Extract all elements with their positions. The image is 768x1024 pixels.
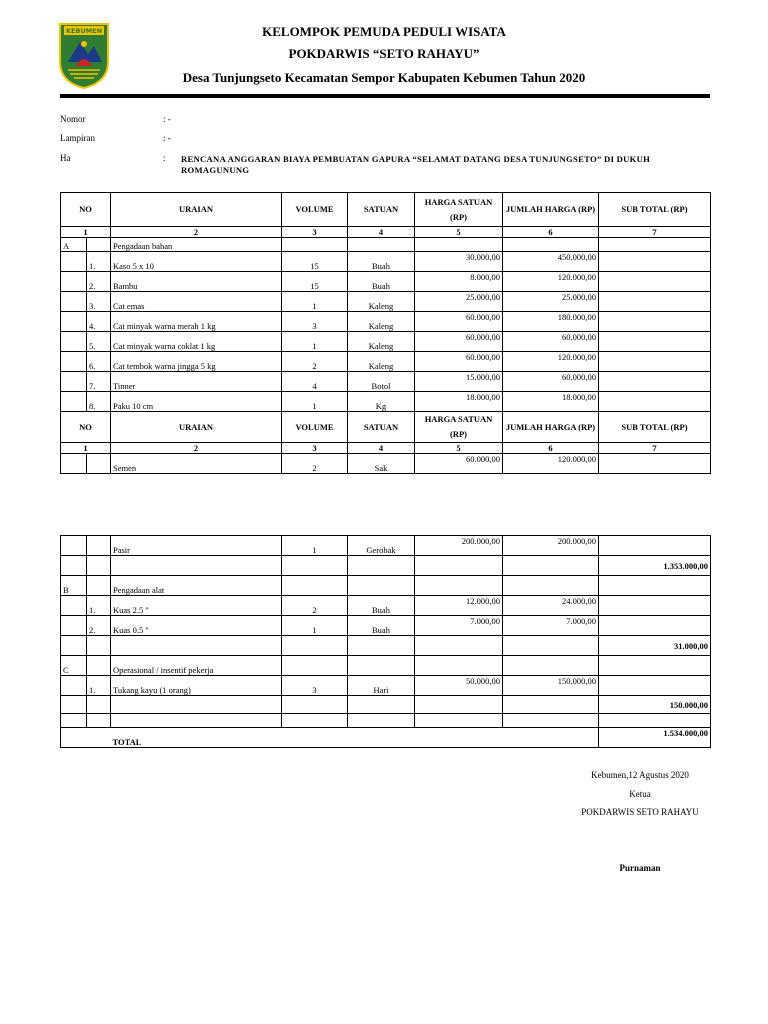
subtotal-c: 150.000,00 [599, 696, 711, 714]
item-jumlah: 25.000,00 [503, 292, 599, 312]
item-jumlah: 7.000,00 [503, 616, 599, 636]
item-satuan: Buah [348, 596, 415, 616]
item-satuan: Kg [348, 392, 415, 412]
sign-org: POKDARWIS SETO RAHAYU [581, 807, 699, 817]
item-uraian: Semen [111, 454, 282, 474]
item-volume: 1 [282, 616, 348, 636]
item-uraian: Kuas 0.5 " [111, 616, 282, 636]
section-b-row [61, 576, 711, 596]
col-volume: VOLUME [282, 193, 348, 227]
table-row [61, 392, 711, 412]
item-uraian: Cat minyak warna merah 1 kg [111, 312, 282, 332]
item-uraian: Tukang kayu (1 orang) [111, 676, 282, 696]
subtotal-a: 1.353.000,00 [599, 556, 711, 576]
col-number: 5 [415, 227, 503, 238]
section-letter: C [61, 656, 87, 676]
col-number: 3 [282, 227, 348, 238]
col-number: 1 [61, 227, 111, 238]
table-row [61, 454, 711, 474]
item-jumlah: 150.000,00 [503, 676, 599, 696]
sign-role: Ketua [629, 789, 651, 799]
item-harga: 7.000,00 [415, 616, 503, 636]
header-row-repeat [61, 412, 711, 443]
item-jumlah: 120.000,00 [503, 272, 599, 292]
item-harga: 60.000,00 [415, 352, 503, 372]
col-number: 4 [348, 443, 415, 454]
empty-row [61, 714, 711, 728]
item-jumlah: 450.000,00 [503, 252, 599, 272]
item-jumlah: 200.000,00 [503, 536, 599, 556]
subtotal-b: 31.000,00 [599, 636, 711, 656]
section-title: Pengadaan bahan [111, 238, 282, 252]
number-row-repeat [61, 443, 711, 454]
item-harga: 12.000,00 [415, 596, 503, 616]
item-volume: 1 [282, 392, 348, 412]
item-satuan: Kaleng [348, 352, 415, 372]
org-address: Desa Tunjungseto Kecamatan Sempor Kabupaten Kebumen Tahun 2020 [182, 70, 586, 85]
table-row [61, 332, 711, 352]
col-number: 6 [503, 227, 599, 238]
table-row [61, 312, 711, 332]
item-no: 8. [87, 392, 111, 412]
item-uraian: Cat tembok warna jingga 5 kg [111, 352, 282, 372]
col-uraian: URAIAN [111, 412, 282, 443]
col-number: 2 [111, 227, 282, 238]
col-number: 1 [61, 443, 111, 454]
item-volume: 2 [282, 352, 348, 372]
item-satuan: Kaleng [348, 312, 415, 332]
item-jumlah: 18.000,00 [503, 392, 599, 412]
table-row [61, 616, 711, 636]
nomor-value: : - [163, 114, 171, 124]
item-no: 7. [87, 372, 111, 392]
subtotal-row [61, 636, 711, 656]
col-number: 2 [111, 443, 282, 454]
header-rule [60, 94, 710, 98]
col-subtotal: SUB TOTAL (RP) [599, 412, 711, 443]
item-satuan: Sak [348, 454, 415, 474]
total-row [61, 728, 711, 748]
item-satuan: Botol [348, 372, 415, 392]
item-uraian: Cat minyak warna coklat 1 kg [111, 332, 282, 352]
table-row [61, 272, 711, 292]
col-jumlah: JUMLAH HARGA (RP) [503, 412, 599, 443]
section-c-row [61, 656, 711, 676]
item-volume: 4 [282, 372, 348, 392]
col-harga: HARGA SATUAN (RP) [415, 412, 503, 443]
subtotal-row [61, 556, 711, 576]
hal-label: Ha [60, 153, 71, 163]
number-row [61, 227, 711, 238]
col-subtotal: SUB TOTAL (RP) [599, 193, 711, 227]
hal-subject: RENCANA ANGGARAN BIAYA PEMBUATAN GAPURA “SELAMAT DATANG DESA TUNJUNGSETO” DI DUKUH ROMAGUNUNG [181, 154, 651, 175]
nomor-label: Nomor [60, 114, 86, 124]
item-satuan: Hari [348, 676, 415, 696]
item-volume: 3 [282, 312, 348, 332]
item-no: 3. [87, 292, 111, 312]
item-uraian: Kuas 2.5 " [111, 596, 282, 616]
sign-place-date: Kebumen,12 Agustus 2020 [591, 770, 689, 780]
hal-colon: : [163, 153, 166, 163]
item-harga: 60.000,00 [415, 454, 503, 474]
item-harga: 25.000,00 [415, 292, 503, 312]
col-no: NO [61, 412, 111, 443]
table-row [61, 252, 711, 272]
item-volume: 1 [282, 536, 348, 556]
col-number: 4 [348, 227, 415, 238]
item-satuan: Buah [348, 616, 415, 636]
item-volume: 1 [282, 332, 348, 352]
item-no: 4. [87, 312, 111, 332]
col-number: 3 [282, 443, 348, 454]
col-jumlah: JUMLAH HARGA (RP) [503, 193, 599, 227]
item-harga: 60.000,00 [415, 332, 503, 352]
item-harga: 18.000,00 [415, 392, 503, 412]
item-volume: 15 [282, 252, 348, 272]
section-title: Operasional / insentif pekerja [111, 656, 282, 676]
col-harga: HARGA SATUAN (RP) [415, 193, 503, 227]
item-no: 2. [87, 272, 111, 292]
item-jumlah: 60.000,00 [503, 372, 599, 392]
item-uraian: Cat emas [111, 292, 282, 312]
col-number: 7 [599, 443, 711, 454]
table-row [61, 676, 711, 696]
col-satuan: SATUAN [348, 412, 415, 443]
item-satuan: Kaleng [348, 292, 415, 312]
col-uraian: URAIAN [111, 193, 282, 227]
org-title: KELOMPOK PEMUDA PEDULI WISATA [262, 24, 506, 39]
budget-table-page1 [60, 192, 711, 474]
item-jumlah: 60.000,00 [503, 332, 599, 352]
item-satuan: Buah [348, 252, 415, 272]
item-harga: 15.000,00 [415, 372, 503, 392]
subtotal-row [61, 696, 711, 714]
item-harga: 30.000,00 [415, 252, 503, 272]
item-satuan: Kaleng [348, 332, 415, 352]
item-harga: 60.000,00 [415, 312, 503, 332]
org-subtitle: POKDARWIS “SETO RAHAYU” [288, 46, 480, 61]
item-jumlah: 120.000,00 [503, 352, 599, 372]
col-satuan: SATUAN [348, 193, 415, 227]
item-volume: 1 [282, 292, 348, 312]
item-no: 1. [87, 252, 111, 272]
sign-name: Purnaman [619, 863, 661, 873]
col-number: 5 [415, 443, 503, 454]
item-no: 6. [87, 352, 111, 372]
item-uraian: Tinner [111, 372, 282, 392]
item-volume: 3 [282, 676, 348, 696]
table-row [61, 352, 711, 372]
item-satuan: Buah [348, 272, 415, 292]
table-row [61, 372, 711, 392]
item-harga: 8.000,00 [415, 272, 503, 292]
section-letter: A [61, 238, 87, 252]
item-volume: 15 [282, 272, 348, 292]
item-harga: 50.000,00 [415, 676, 503, 696]
logo-text: KEBUMEN [65, 27, 103, 35]
item-jumlah: 180.000,00 [503, 312, 599, 332]
item-jumlah: 24.000,00 [503, 596, 599, 616]
col-number: 7 [599, 227, 711, 238]
budget-table-page2 [60, 535, 711, 748]
section-letter: B [61, 576, 87, 596]
col-no: NO [61, 193, 111, 227]
item-volume: 2 [282, 454, 348, 474]
item-volume: 2 [282, 596, 348, 616]
item-no: 5. [87, 332, 111, 352]
item-uraian: Bambu [111, 272, 282, 292]
section-title: Pengadaan alat [111, 576, 282, 596]
table-row [61, 292, 711, 312]
table-row [61, 596, 711, 616]
col-number: 6 [503, 443, 599, 454]
item-uraian: Pasir [111, 536, 282, 556]
lampiran-value: : - [163, 133, 171, 143]
total-value: 1.534.000,00 [599, 728, 711, 748]
total-label: TOTAL [111, 728, 599, 748]
item-jumlah: 120.000,00 [503, 454, 599, 474]
item-uraian: Paku 10 cm [111, 392, 282, 412]
item-satuan: Gerobak [348, 536, 415, 556]
item-no: 2. [87, 616, 111, 636]
header-row [61, 193, 711, 227]
item-no: 1. [87, 596, 111, 616]
section-a-row [61, 238, 711, 252]
col-volume: VOLUME [282, 412, 348, 443]
lampiran-label: Lampiran [60, 133, 95, 143]
item-uraian: Kaso 5 x 10 [111, 252, 282, 272]
item-no: 1. [87, 676, 111, 696]
table-row [61, 536, 711, 556]
item-harga: 200.000,00 [415, 536, 503, 556]
